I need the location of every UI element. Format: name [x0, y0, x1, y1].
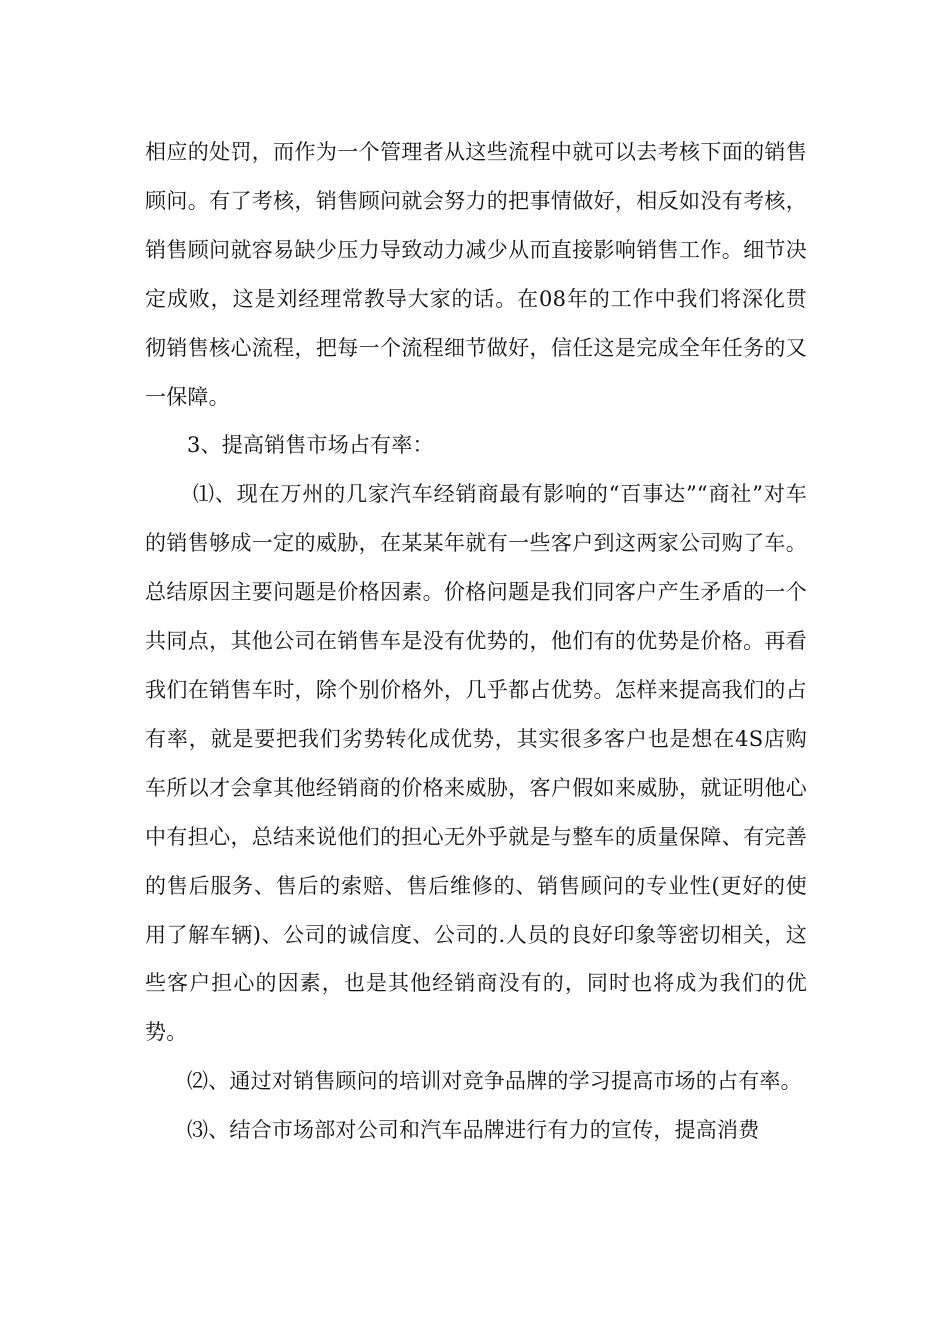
document-body	[145, 128, 807, 1155]
heading-market-share: 3、提高销售市场占有率：	[187, 433, 434, 458]
paragraph-assessment: 相应的处罚，而作为一个管理者从这些流程中就可以去考核下面的销售顾问。有了考核，销售顾问就会努力的把事情做好，相反如没有考核，销售顾问就容易缺少压力导致动力减少从而直接影响销售工作。细节决定成败，这是刘经理常教导大家的话。在08年的工作中我们将深化贯彻销售核心流程，把每一个流程细节做好，信任这是完成全年任务的又一保障。	[145, 140, 807, 409]
paragraph-item-1: ⑴、现在万州的几家汽车经销商最有影响的“百事达”“商社”对车的销售够成一定的威胁，在某某年就有一些客户到这两家公司购了车。总结原因主要问题是价格因素。价格问题是我们同客户产生矛盾的一个共同点，其他公司在销售车是没有优势的，他们有的优势是价格。再看我们在销售车时，除个别价格外，几乎都占优势。怎样来提高我们的占有率，就是要把我们劣势转化成优势，其实很多客户也是想在4S店购车所以才会拿其他经销商的价格来威胁，客户假如来威胁，就证明他心中有担心，总结来说他们的担心无外乎就是与整车的质量保障、有完善的售后服务、售后的索赔、售后维修的、销售顾问的专业性(更好的使用了解车辆)、公司的诚信度、公司的.人员的良好印象等密切相关，这些客户担心的因素，也是其他经销商没有的，同时也将成为我们的优势。	[145, 482, 807, 1045]
paragraph-item-2: ⑵、通过对销售顾问的培训对竞争品牌的学习提高市场的占有率。	[187, 1069, 802, 1094]
paragraph-item-3: ⑶、结合市场部对公司和汽车品牌进行有力的宣传，提高消费	[187, 1118, 760, 1143]
